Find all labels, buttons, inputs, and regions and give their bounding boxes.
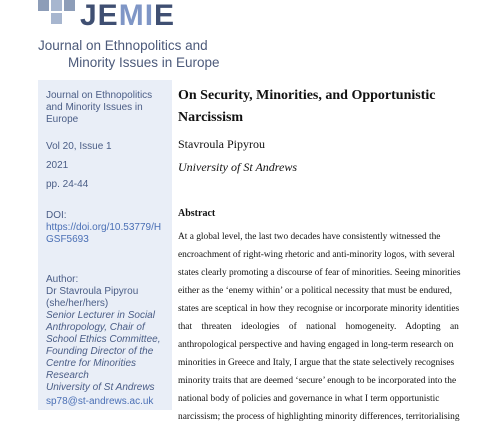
sidebar-author-role: Senior Lecturer in Social Anthropology, Chair of School Ethics Committee, Founding Director of the Centre for Minorities Research University of St Andrews xyxy=(46,310,161,393)
journal-full-name: Journal on Ethnopolitics and Minority Issues in Europe xyxy=(38,38,220,70)
abstract-line: that threaten ideologies of national homogeneity. Adopting an xyxy=(178,322,459,332)
sidebar-author-label: Author: xyxy=(46,274,79,285)
sidebar-pronouns: (she/her/hers) xyxy=(46,298,109,309)
abstract-line: minority traits that are deemed ‘secure’ enough to be incorporated into the xyxy=(178,376,457,386)
abstract-line: either as the ‘enemy within’ or a political necessity that must be endured, xyxy=(178,286,452,296)
abstract-line: national body of policies and governance in what I term opportunistic xyxy=(178,394,440,404)
sidebar-doi-link[interactable]: https://doi.org/10.53779/H GSF5693 xyxy=(46,222,162,245)
logo-wordmark: JEMIE xyxy=(80,0,176,32)
abstract-line: At a global level, the last two decades have consistently witnessed the xyxy=(178,232,441,242)
abstract-line: anthropological perspective and having engaged in long-term research on xyxy=(178,340,454,350)
abstract-line: narcissism; the process of highlighting minority differences, territorialising xyxy=(178,412,460,422)
sidebar-journal-name: Journal on Ethnopolitics and Minority Issues in Europe xyxy=(46,90,153,125)
sidebar-email-link[interactable]: sp78@st-andrews.ac.uk xyxy=(46,396,154,407)
article-author: Stavroula Pipyrou xyxy=(178,137,265,151)
abstract-line: minorities in Greece and Italy, I argue that the state selectively recognises xyxy=(178,358,455,368)
sidebar-year: 2021 xyxy=(46,160,69,171)
logo-grid-icon xyxy=(38,0,74,28)
abstract-line: states clearly promoting a discourse of fear of minorities. Seeing minorities xyxy=(178,268,461,278)
sidebar-author-name: Dr Stavroula Pipyrou xyxy=(46,286,139,297)
sidebar-doi-label: DOI: xyxy=(46,210,67,221)
abstract-line: states are sceptical in how they recognise or incorporate minority identities xyxy=(178,304,460,314)
article-title: On Security, Minorities, and Opportunistic Narcissism xyxy=(178,88,436,125)
abstract-heading: Abstract xyxy=(178,208,216,219)
article-affiliation: University of St Andrews xyxy=(178,160,297,174)
abstract-line: encroachment of right-wing rhetoric and anti-minority logos, with several xyxy=(178,250,455,260)
sidebar-volume: Vol 20, Issue 1 xyxy=(46,141,112,152)
abstract-body xyxy=(178,228,460,426)
sidebar-pages: pp. 24-44 xyxy=(46,179,89,190)
